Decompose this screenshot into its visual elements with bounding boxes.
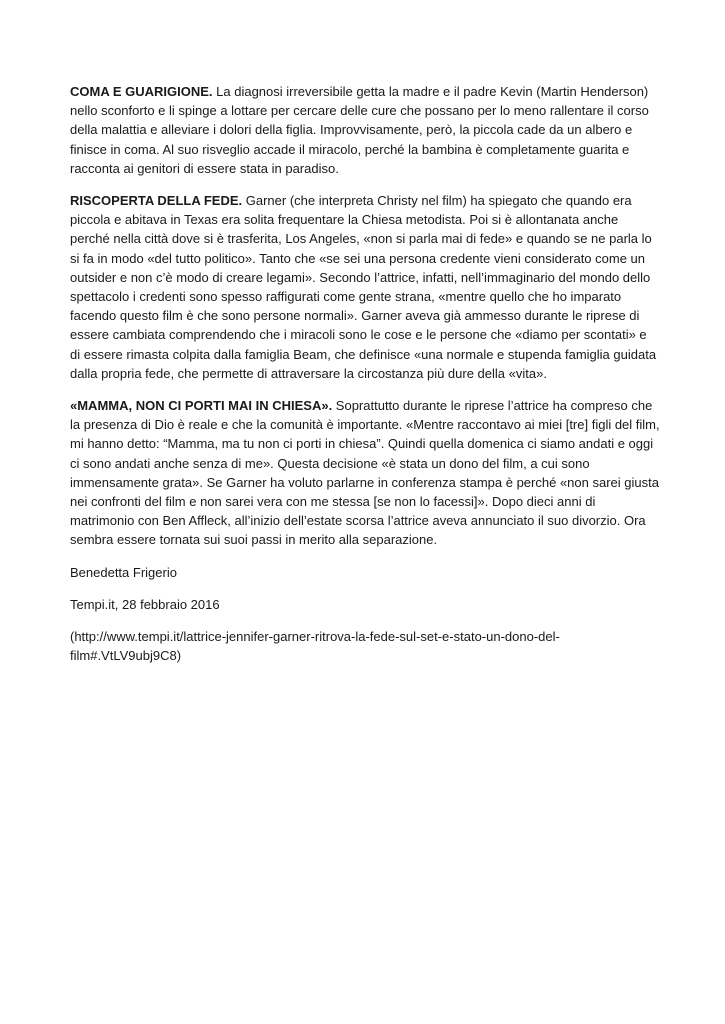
paragraph-riscoperta-della-fede bbox=[70, 191, 660, 383]
author-name: Benedetta Frigerio bbox=[70, 564, 177, 580]
section-text: Soprattutto durante le riprese l’attrice ha compreso che la presenza di Dio è reale e che la comunità è importante. «Mentre raccontavo ai miei [tre] figli del film, mi hanno detto: “Mamma, ma tu non ci porti in chiesa”. Quindi quella domenica ci siamo andati e oggi ci sono andati anche senza di me». Questa decisione «è stata un dono del film, a cui sono immensamente grata». Se Garner ha voluto parlarne in conferenza stampa è perché «non sarei giusta nei confronti del film e non sarei vera con me stessa [se non lo facessi]». Dopo dieci anni di matrimonio con Ben Affleck, all’inizio dell’estate scorsa l’attrice aveva annunciato il suo divorzio. Ora sembra essere tornata sui suoi passi in merito alla separazione. bbox=[70, 398, 660, 548]
section-text: Garner (che interpreta Christy nel film) ha spiegato che quando era piccola e abitava in Texas era solita frequentare la Chiesa metodista. Poi si è allontanata anche perché nella città dove si è trasferita, Los Angeles, «non si parla mai di fede» e quando se ne parla lo si fa in modo «del tutto politico». Tanto che «se sei una persona credente vieni considerato come un outsider e non c’è modo di creare legami». Secondo l’attrice, infatti, nell’immaginario del mondo dello spettacolo i credenti sono spesso raffigurati come gente strana, «mentre quello che ho imparato facendo questo film è che sono persone normali». Garner aveva già ammesso durante le riprese di essere cambiata comprendendo che i miracoli sono le cose e le persone che «diamo per scontati» e di essere rimasta colpita dalla famiglia Beam, che definisce «una normale e stupenda famiglia guidata dalla propria fede, che permette di attraversare la circostanza più dure della «vita». bbox=[70, 193, 657, 381]
source-url-line: film#.VtLV9ubj9C8) bbox=[70, 648, 182, 664]
source-line: Tempi.it, 28 febbraio 2016 bbox=[70, 596, 220, 612]
section-heading: «MAMMA, NON CI PORTI MAI IN CHIESA». bbox=[70, 398, 333, 414]
section-heading: COMA E GUARIGIONE. bbox=[70, 84, 213, 99]
source-url bbox=[70, 627, 660, 665]
section-text: La diagnosi irreversibile getta la madre e il padre Kevin (Martin Henderson) nello sconforto e li spinge a lottare per cercare delle cure che possano per lo meno rallentare il corso della malattia e alleviare i dolori della figlia. Improvvisamente, però, la piccola cade da un albero e finisce in coma. Al suo risveglio accade il miracolo, perché la bambina è completamente guarita e racconta ai genitori di essere stata in paradiso. bbox=[70, 84, 649, 176]
section-heading: RISCOPERTA DELLA FEDE. bbox=[70, 193, 243, 209]
paragraph-coma-e-guarigione bbox=[70, 82, 660, 178]
document-page bbox=[70, 82, 660, 678]
source-url-line: (http://www.tempi.it/lattrice-jennifer-garner-ritrova-la-fede-sul-set-e-stato-un-dono-del- bbox=[70, 629, 560, 645]
paragraph-mamma-non-ci-porti bbox=[70, 396, 660, 550]
